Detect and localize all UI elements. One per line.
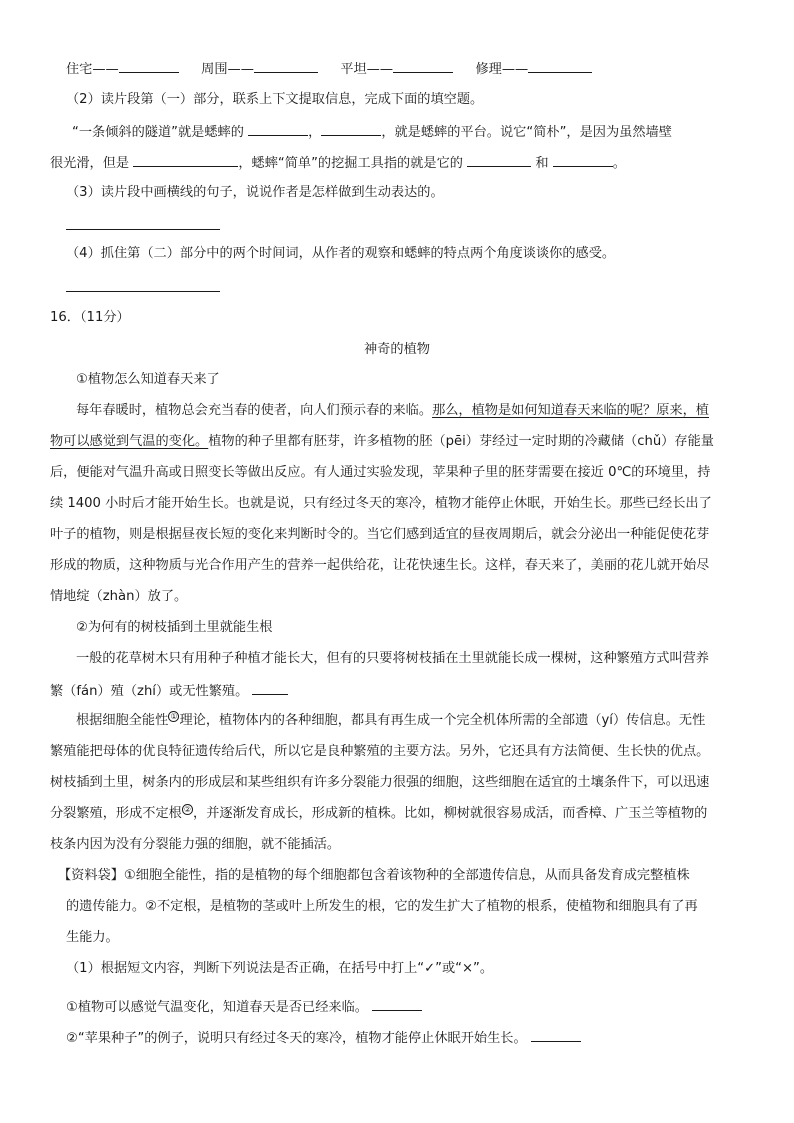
answer-blank[interactable] [531,1027,581,1042]
paragraph-line: 分裂繁殖，形成不定根 ② ，并逐渐发育成长，形成新的植株。比如，柳树就很容易成活，而香樟、广玉兰等植物的 [50,804,708,821]
question-header: 16．（11分） [50,310,130,325]
vocab-word-1: 住宅—— [66,62,119,77]
answer-blank[interactable] [528,58,592,73]
paragraph-line: 枝条内因为没有分裂能力强的细胞，就不能插活。 [50,837,341,852]
q4-prompt: （4）抓住第（二）部分中的两个时间词，从作者的观察和蟋蟀的特点两个角度谈谈你的感受。 [66,246,616,261]
judgement-item-1: ①植物可以感觉气温变化，知道春天是否已经来临。 [66,996,422,1018]
q3-prompt: （3）读片段中画横线的句子，说说作者是怎样做到生动表达的。 [66,185,444,200]
answer-blank[interactable] [133,152,238,167]
answer-blank[interactable] [248,121,308,136]
notes-line: 生能力。 [66,930,119,945]
footnote-marker: ① [170,711,178,721]
notes-line: 的遗传能力。②不定根，是植物的茎或叶上所发生的根，它的发生扩大了植物的根系，使植物和细胞具有了再 [66,899,698,914]
section-heading-1: ①植物怎么知道春天来了 [76,372,220,387]
paragraph-line: 后，便能对气温升高或日照变长等做出反应。有人通过实验发现，苹果种子里的胚芽需要在接近 0℃的环境里，持 [50,465,711,480]
footnote-marker: ② [183,804,192,814]
answer-blank[interactable] [321,121,381,136]
paragraph-line: 每年春暖时，植物总会充当春的使者，向人们预示春的来临。那么，植物是如何知道春天来临的呢？原来，植 [76,403,709,418]
q2-line-1: “一条倾斜的隧道”就是蟋蟀的 ， ，就是蟋蟀的平台。说它“简朴”，是因为虽然墙壁 [72,121,672,143]
paragraph-line: 情地绽（zhàn）放了。 [50,589,188,604]
paragraph-line: 物可以感觉到气温的变化。植物的种子里都有胚芽，许多植物的胚（pēi）芽经过一定时期的冷藏储（chǔ）存能量 [50,434,714,449]
article-title: 神奇的植物 [364,342,430,357]
paragraph-line: 形成的物质，这种物质与光合作用产生的营养一起供给花，让花快速生长。这样，春天来了，美丽的花儿就开始尽 [50,558,710,573]
vocab-word-3: 平坦—— [340,62,394,77]
section-heading-2: ②为何有的树枝插到土里就能生根 [76,620,273,635]
paragraph-line: 续 1400 小时后才能开始生长。也就是说，只有经过冬天的寒冷，植物才能停止休眠，开始生长。那些已经长出了 [50,496,712,511]
answer-blank[interactable] [553,152,613,167]
vocab-word-2: 周围—— [201,62,254,77]
answer-blank[interactable] [393,58,453,73]
answer-blank[interactable] [372,996,422,1011]
underlined-sentence: 物可以感觉到气温的变化。 [50,434,209,449]
paragraph-line: 树枝插到土里，树条内的形成层和某些组织有许多分裂能力很强的细胞，这些细胞在适宜的土壤条件下，可以迅速 [50,775,710,790]
vocab-row [66,58,592,80]
answer-blank[interactable] [119,58,179,73]
underlined-sentence: 那么，植物是如何知道春天来临的呢？原来，植 [432,403,709,418]
answer-blank[interactable] [467,152,531,167]
answer-line[interactable] [66,291,220,292]
paragraph-line: 一般的花草树木只有用种子种植才能长大，但有的只要将树枝插在土里就能长成一棵树，这种繁殖方式叫营养 [76,651,709,666]
q2-line-2: 很光滑，但是 ，蟋蟀“简单”的挖掘工具指的就是它的 和 。 [50,152,626,174]
answer-blank[interactable] [254,58,318,73]
paragraph-line: 繁殖能把母体的优良特征遗传给后代，所以它是良种繁殖的主要方法。另外，它还具有方法简便、生长快的优点。 [50,744,710,759]
notes-line: 【资料袋】①细胞全能性，指的是植物的每个细胞都包含着该物种的全部遗传信息，从而具备发育成完整植株 [58,868,690,883]
answer-blank[interactable] [252,680,288,695]
paragraph-line: 根据细胞全能性 ① 理论，植物体内的各种细胞，都具有再生成一个完全机体所需的全部遗（yí）传信息。无性 [76,711,706,728]
paragraph-line: 繁（fán）殖（zhí）或无性繁殖。 [50,680,288,702]
q2-prompt: （2）读片段第（一）部分，联系上下文提取信息，完成下面的填空题。 [66,92,484,107]
paragraph-line: 叶子的植物，则是根据昼夜长短的变化来判断时令的。当它们感到适宜的昼夜周期后，就会分泌出一种能促使花芽 [50,527,710,542]
answer-line[interactable] [66,229,220,230]
vocab-word-4: 修理—— [475,62,529,77]
judgement-item-2: ②“苹果种子”的例子，说明只有经过冬天的寒冷，植物才能停止休眠开始生长。 [66,1027,581,1049]
q16-1-prompt: （1）根据短文内容，判断下列说法是否正确，在括号中打上“✓”或“×”。 [66,961,494,976]
